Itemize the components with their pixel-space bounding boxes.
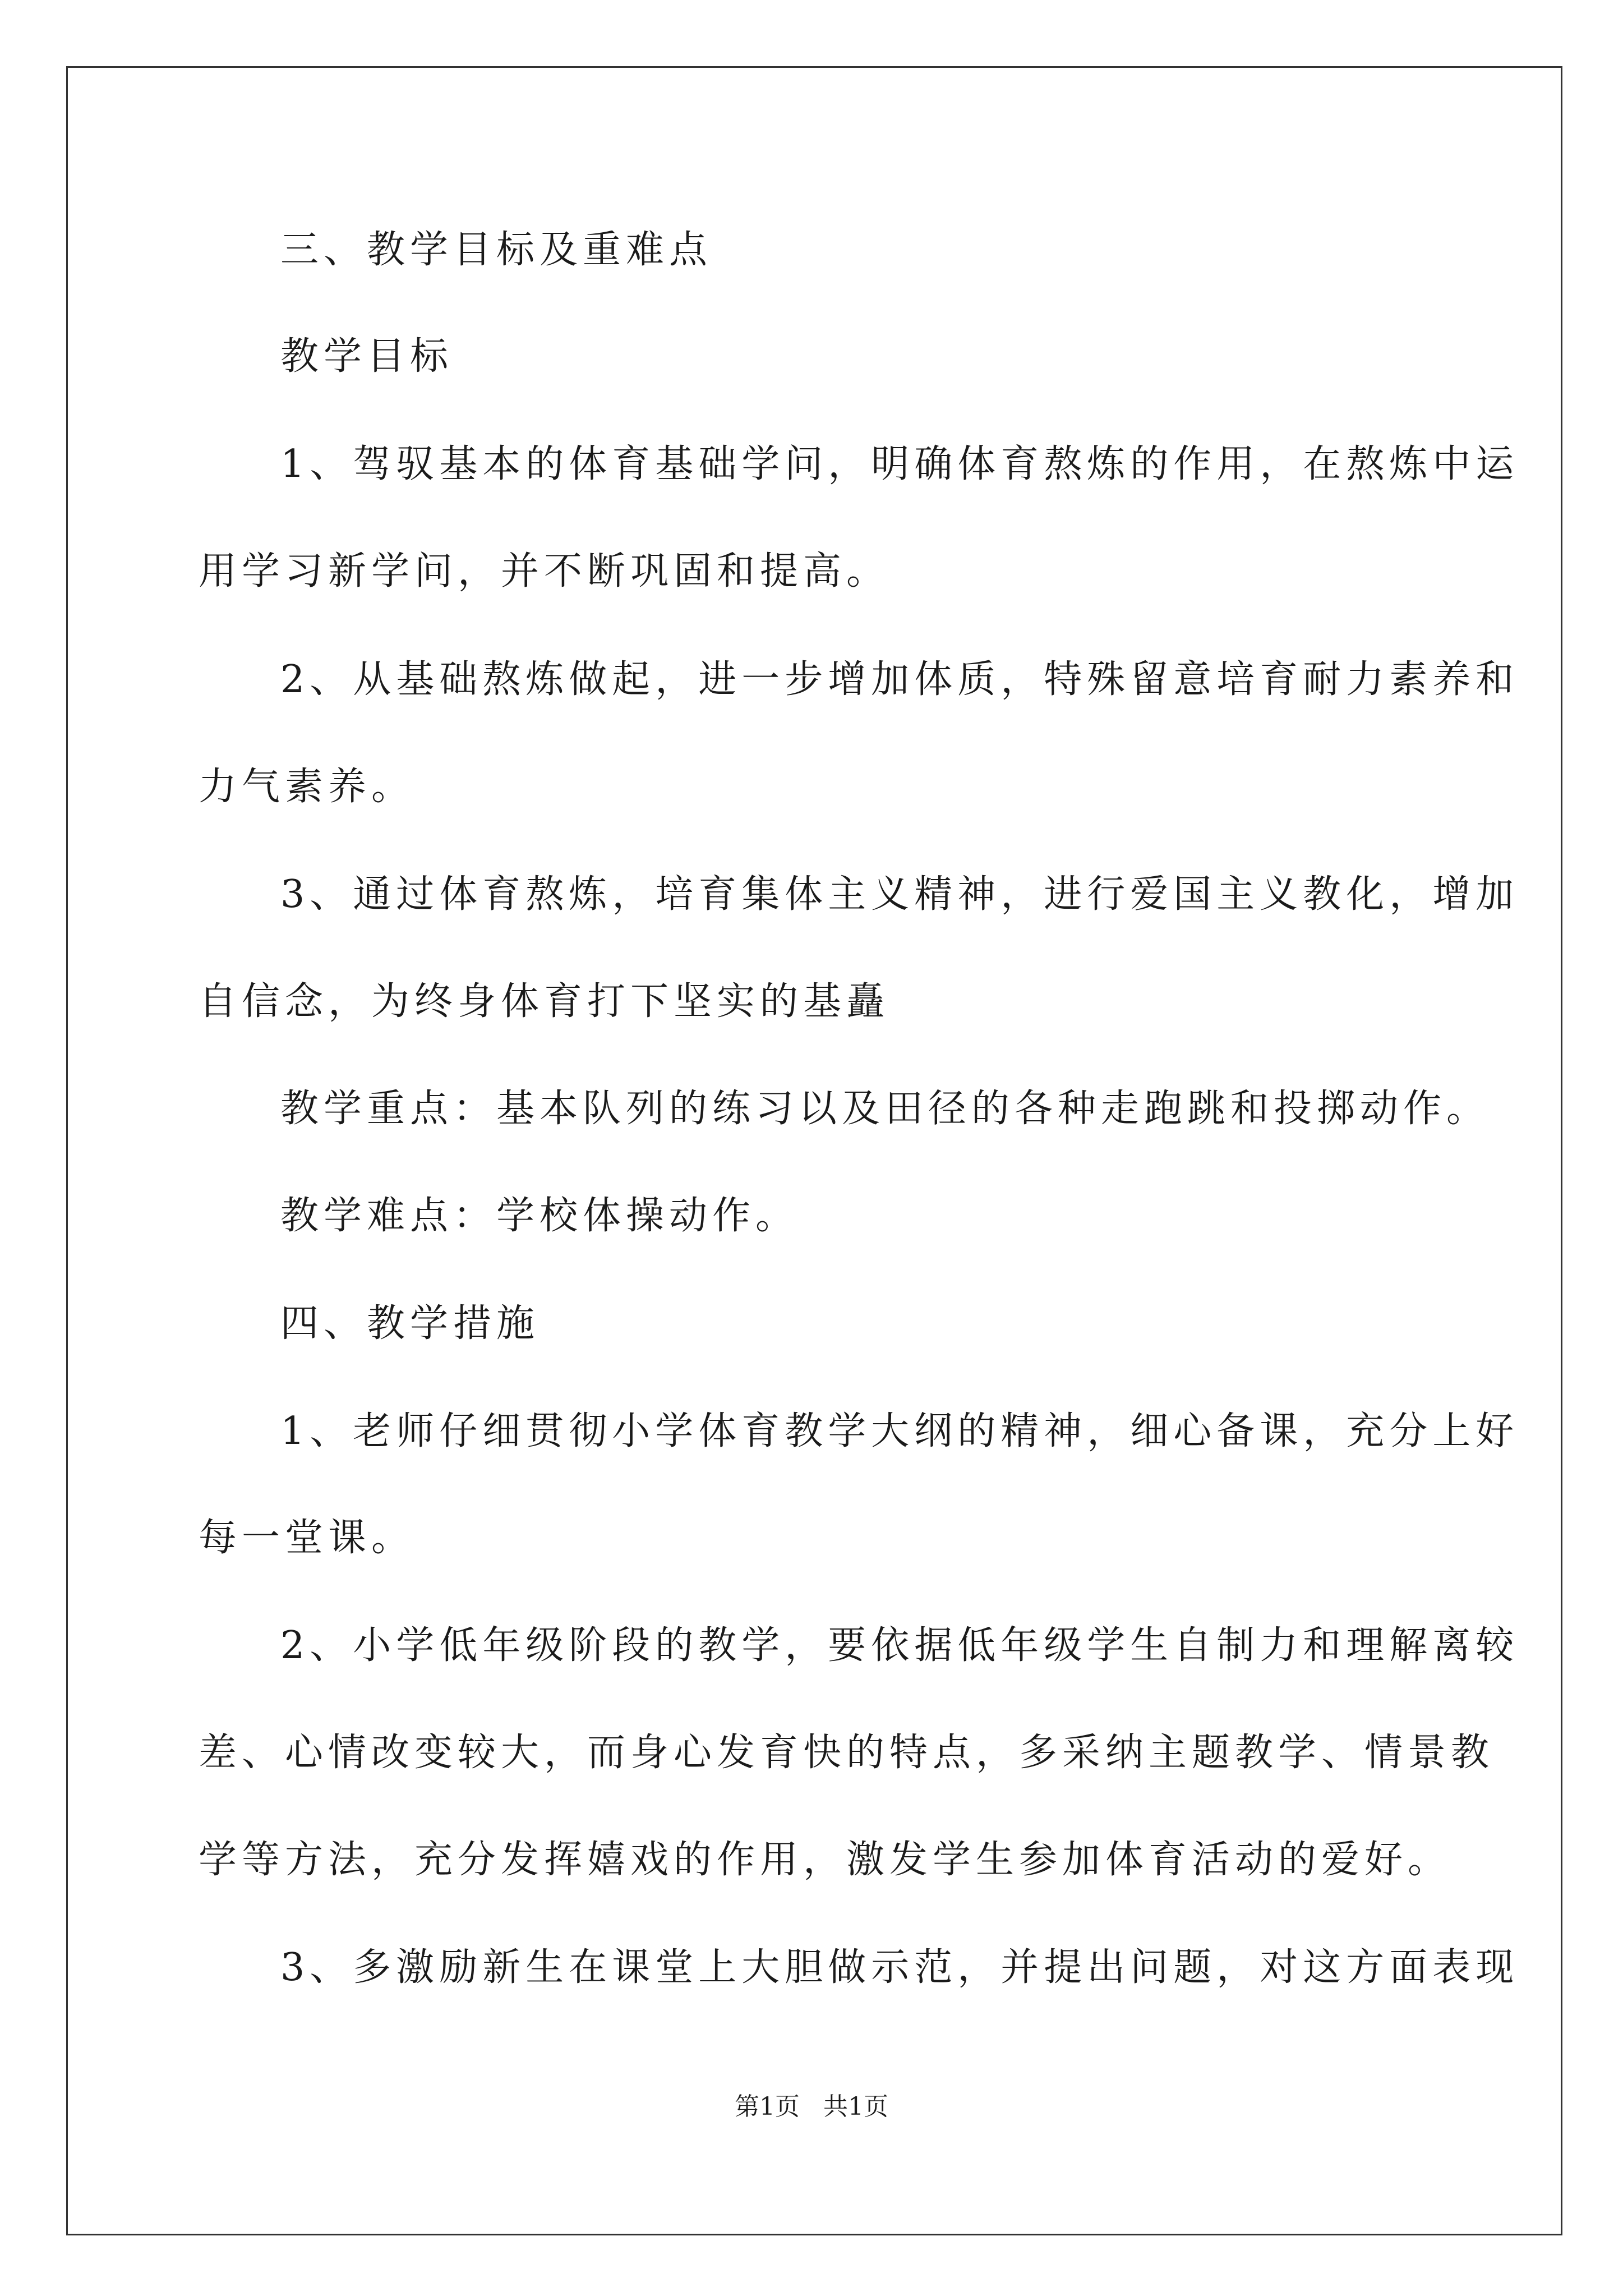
paragraph-line: 差、心情改变较大，而身心发育快的特点，多采纳主题教学、情景教 — [199, 1731, 1495, 1775]
paragraph-line: 力气素养。 — [199, 765, 415, 809]
paragraph-line-key-points: 教学重点：基本队列的练习以及田径的各种走跑跳和投掷动作。 — [280, 1087, 1490, 1131]
paragraph-line: 2、从基础熬炼做起，进一步增加体质，特殊留意培育耐力素养和 — [280, 657, 1519, 702]
paragraph-line: 3、通过体育熬炼，培育集体主义精神，进行爱国主义教化，增加 — [280, 872, 1519, 917]
paragraph-line: 3、多激励新生在课堂上大胆做示范，并提出问题，对这方面表现 — [280, 1945, 1519, 1990]
paragraph-line: 用学习新学问，并不断巩固和提高。 — [199, 549, 890, 593]
paragraph-line-difficulties: 教学难点：学校体操动作。 — [280, 1194, 799, 1238]
paragraph-line: 学等方法，充分发挥嬉戏的作用，激发学生参加体育活动的爱好。 — [199, 1838, 1451, 1882]
page-number-footer: 第1页 共1页 — [735, 2092, 888, 2121]
section-heading-objectives: 三、教学目标及重难点 — [280, 228, 713, 272]
section-heading-measures: 四、教学措施 — [280, 1301, 540, 1346]
paragraph-line: 1、驾驭基本的体育基础学问，明确体育熬炼的作用，在熬炼中运 — [280, 442, 1519, 486]
paragraph-line: 1、老师仔细贯彻小学体育教学大纲的精神，细心备课，充分上好 — [280, 1409, 1519, 1453]
page-border — [66, 66, 1562, 2235]
paragraph-line: 2、小学低年级阶段的教学，要依据低年级学生自制力和理解离较 — [280, 1623, 1519, 1668]
paragraph-line: 每一堂课。 — [199, 1516, 415, 1560]
paragraph-line: 自信念，为终身体育打下坚实的基矗 — [199, 979, 890, 1024]
subheading-teaching-goals: 教学目标 — [280, 334, 454, 379]
